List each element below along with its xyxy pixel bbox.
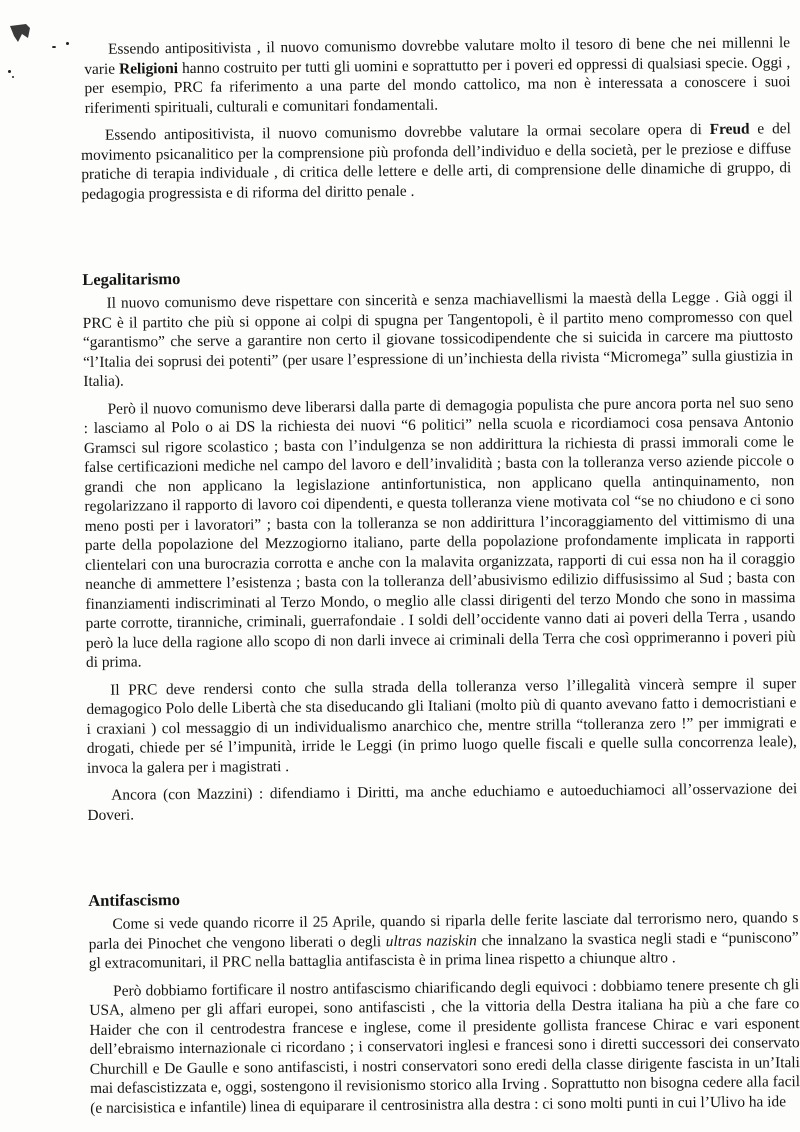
scan-speck [52, 46, 56, 48]
scan-speck [66, 42, 69, 45]
antifascismo-section [88, 884, 800, 1118]
paragraph [86, 674, 797, 778]
paragraph [81, 119, 792, 204]
section-heading: Legalitarismo [82, 269, 181, 289]
intro-section [80, 33, 792, 204]
text-run: e del movimento psicanalitico per la comprensione più profonda dell’individuo e della società, per le preziose e diffuse pratiche di terapia individuale , di critica delle lettere e delle arti, di comprensione delle dinamiche di gruppo, di pedagogia progressista e di riforma del diritto penale . [81, 120, 792, 203]
text-run: Come si vede quando ricorre il 25 Aprile, quando si riparla delle ferite lasciate dal terrorismo nero, quando s parla dei Pinochet che vengono liberati o degli [88, 909, 799, 953]
scan-speck [12, 76, 14, 78]
text-run: hanno costruito per tutti gli uomini e soprattutto per i poveri ed oppressi di qualsiasi specie. Oggi , per esempio, PRC fa riferimento a una parte del mondo cattolico, ma non è interessata a conoscere i suoi riferimenti spirituali, culturali e comunitari fondamentali. [84, 53, 791, 117]
section-heading: Antifascismo [88, 890, 181, 910]
scan-corner-mark [10, 24, 32, 44]
text-run: Però dobbiamo fortificare il nostro antifascismo chiarificando degli equivoci : dobbiamo tenere presente ch gli USA, almeno per gli affari europei, sono antifascisti , che la vittoria della Destra italiana ha più a che fare co Haider che con il centrodestra francese e inglese, come il presidente gollista francese Chirac e vari esponent dell’ebraismo internazionale ci ricordano ; i conservatori inglesi e francesi sono i diretti successori dei conservato Churchill e De Gaulle e sono antifascisti, i nostri conservatori sono eredi della classe dirigente fascista in un’Itali mai defascistizzata e, oggi, sostengono il revisionismo storico alla Irving . Soprattutto non bisogna cedere alla facil (e narcisistica e infantile) linea di equiparare il centrosinistra alla destra : ci sono molti punti in cui l’Ulivo ha ide [89, 975, 800, 1117]
text-run: Essendo antipositivista, il nuovo comunismo dovrebbe valutare la ormai secolare opera di [104, 120, 710, 144]
paragraph [83, 393, 796, 673]
text-run: Però il nuovo comunismo deve liberarsi dalla parte di demagogia populista che pure ancora porta nel suo seno : lasciamo al Polo o ai DS la richiesta dei nuovi “6 politici” nella scuola e ricordiamoci cosa pensava Antonio Gramsci sul rigore scolastico ; basta con l’indulgenza se non addirittura la richiesta di prassi immorali come le false certificazioni mediche nel campo del lavoro e dell’invalidità ; basta con la tolleranza verso aziende piccole o grandi che non applicano la legislazione antinfortunistica, non applicano quella antinquinamento, non regolarizzano il rapporto di lavoro coi dipendenti, e questa tolleranza viene motivata col “se no chiudono e ci sono meno posti per i lavoratori” ; basta con la tolleranza se non addirittura l’incoraggiamento del vittimismo di una parte della popolazione del Mezzogiorno italiano, parte della popolazione profondamente implicata in rapporti clientelari con una burocrazia corrotta e anche con la malavita organizzata, rapporti di cui essa non ha il coraggio neanche di ammettere l’esistenza ; basta con la tolleranza dell’abusivismo edilizio diffusissimo al Sud ; basta con finanziamenti indiscriminati al Terzo Mondo, o meglio alle classi dirigenti del terzo Mondo che sono in massima parte corrotte, tiranniche, criminali, guerrafondaie . I soldi dell’occidente vanno dati ai poveri della Terra , usando però la luce della ragione allo scopo di non darli invece ai criminali della Terra che così opprimeranno i poveri più di prima. [83, 393, 796, 671]
emphasis-bold: Religioni [118, 59, 179, 78]
emphasis-bold: Freud [709, 120, 750, 138]
paragraph [87, 779, 797, 825]
emphasis-italic: ultras naziskin [385, 931, 477, 950]
text-run: Essendo antipositivista , il nuovo comunismo dovrebbe valutare molto il tesoro di bene che nei millenni le varie [84, 34, 791, 78]
text-run: Il PRC deve rendersi conto che sulla strada della tolleranza verso l’illegalità vincerà sempre il super demagogico Polo delle Libertà che sta diseducando gli Italiani (molto più di quanto avevano fatto i democristiani e i craxiani ) col messaggio di un individualismo anarchico che, mentre strilla “tolleranza zero !” per immigrati e drogati, chiede per sé l’impunità, irride le Leggi (in primo luogo quelle fiscali e quelle sulla concorrenza leale), invoca la galera per i magistrati . [86, 674, 797, 777]
paragraph [89, 975, 800, 1118]
text-run: Ancora (con Mazzini) : difendiamo i Diritti, ma anche educhiamo e autoeduchiamoci all’osservazione dei Doveri. [87, 780, 798, 824]
legalitarismo-section [82, 263, 797, 825]
text-run: che innalzano la svastica negli stadi e “puniscono” gl extracomunitari, il PRC nella battaglia antifascista è in prima linea rispetto a chiunque altro . [88, 928, 799, 972]
text-run: Il nuovo comunismo deve rispettare con sincerità e senza machiavellismi la maestà della Legge . Già oggi il PRC è il partito che più si oppone ai colpi di spugna per Tangentopoli, è il partito meno compromesso con quel “garantismo” che serve a garantire non certo il giovane tossicodipendente che si suicida in carcere ma piuttosto “l’Italia dei soprusi dei potenti” (per usare l’espressione di un’inchiesta della rivista “Micromega” sulla giustizia in Italia). [82, 288, 794, 390]
paragraph [88, 908, 799, 973]
scan-speck [8, 70, 11, 73]
paragraph [82, 287, 793, 391]
paragraph [84, 33, 791, 118]
document-body [80, 33, 800, 1118]
